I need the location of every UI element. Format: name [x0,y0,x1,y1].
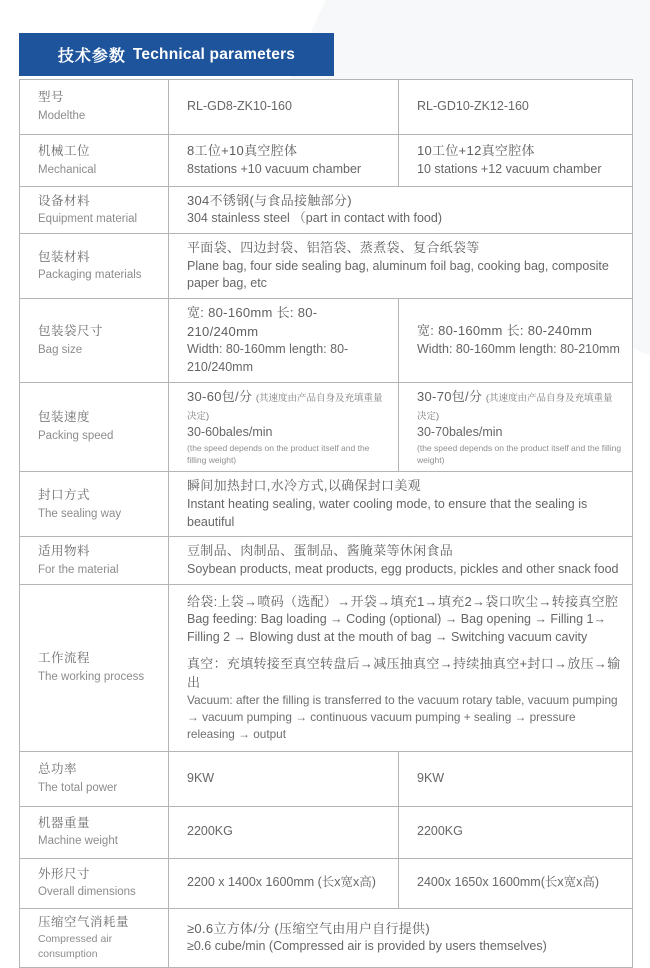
row-label-cn: 包装速度 [38,410,91,425]
row-label-en: Machine weight [38,835,118,848]
table-row-compressed-air [20,908,633,968]
table-row-for-the-material [20,537,633,584]
cell-machine-weight-col2 [399,806,633,858]
cell-packing-speed-col1 [169,382,399,472]
cell-value-cn: 豆制品、肉制品、蛋制品、酱腌菜等休闲食品 [187,543,454,559]
cell-value-cn: 瞬间加热封口,水冷方式,以确保封口美观 [187,478,421,494]
row-label-machine-weight [20,806,169,858]
working-process-vacuum [187,655,622,742]
speed-note-cn: (其速度由产品自身及充填重量决定) [187,392,383,423]
cell-value-en: 8stations +10 vacuum chamber [187,161,362,176]
cell-value-en: Width: 80-160mm length: 80-210mm [417,341,620,356]
cell-value: 2200KG [417,824,463,839]
cell-machine-weight-col1 [169,806,399,858]
cell-value-en: Soybean products, meat products, egg products, pickles and other snack food [187,561,619,576]
cell-value: 2200 x 1400x 1600mm (长x宽x高) [187,875,376,890]
process-vacuum-cn: 真空：充填转接至真空转盘后→减压抽真空→持续抽真空+封口→放压→输出 [187,656,621,690]
table-row-equipment-material [20,187,633,234]
row-label-en: Packaging materials [38,269,142,282]
row-label-en: The sealing way [38,507,122,520]
row-label-en: Equipment material [38,213,138,226]
row-label-en: The working process [38,670,145,683]
table-row-packaging-materials [20,234,633,299]
speed-value-en: 30-70bales/min [417,425,503,440]
cell-value: 2200KG [187,824,233,839]
row-label-cn: 压缩空气消耗量 [38,914,130,929]
cell-value: 2400x 1650x 1600mm(长x宽x高) [417,875,600,890]
cell-packing-speed-col2 [399,382,633,472]
cell-value: 9KW [417,770,445,785]
cell-compressed-air [169,908,633,968]
row-label-overall-dimensions [20,858,169,908]
speed-line-main [187,388,388,425]
table-row-sealing-way [20,472,633,537]
speed-line-main [417,388,622,425]
cell-mechanical-col1 [169,135,399,187]
cell-bag-size-col1 [169,299,399,382]
row-label-en: Packing speed [38,430,114,443]
row-label-cn: 包装袋尺寸 [38,323,104,338]
process-bag-cn: 给袋:上袋→喷码（选配）→开袋→填充1→填充2→袋口吹尘→转接真空腔 [187,593,619,609]
section-title-en: Technical parameters [132,45,296,63]
row-label-cn: 设备材料 [38,193,91,208]
cell-for-the-material [169,537,633,584]
row-label-mechanical [20,135,169,187]
cell-dimensions-col2 [399,858,633,908]
working-process-bag-feeding [187,593,622,647]
cell-value-cn: 宽: 80-160mm 长: 80-240mm [417,323,593,339]
row-label-for-the-material [20,537,169,584]
cell-sealing-way [169,472,633,537]
speed-value-cn: 30-60包/分 [187,388,253,404]
table-row-packing-speed [20,382,633,472]
cell-value-cn: 8工位+10真空腔体 [187,143,298,159]
process-vacuum-en: Vacuum: after the filling is transferred to the vacuum rotary table, vacuum pumping → vacuum pumping → continuous vacuum pumping + sealing → pressure releasing → output [187,693,618,741]
cell-value-cn: ≥0.6立方体/分 (压缩空气由用户自行提供) [187,920,430,936]
row-label-model [20,80,169,135]
table-row-bag-size [20,299,633,382]
row-label-en: Mechanical [38,163,97,176]
row-label-en: The total power [38,781,118,794]
speed-note-cn: (其速度由产品自身及充填重量决定) [417,392,613,423]
cell-total-power-col1 [169,751,399,806]
table-row-mechanical [20,135,633,187]
process-bag-en: Bag feeding: Bag loading → Coding (optional) → Bag opening → Filling 1→ Filling 2 → Blowing dust at the mouth of bag → Switching vacuum cavity [187,611,607,644]
row-label-cn: 型号 [38,90,65,105]
cell-value-en: Width: 80-160mm length: 80-210/240mm [187,342,349,374]
row-label-en: Modelthe [38,110,86,123]
row-label-packaging-materials [20,234,169,299]
row-label-cn: 总功率 [38,762,78,777]
cell-value: RL-GD10-ZK12-160 [417,99,529,114]
row-label-packing-speed [20,382,169,472]
cell-mechanical-col2 [399,135,633,187]
row-label-en: Bag size [38,343,83,356]
speed-note-en: (the speed depends on the product itself and the filling weight) [187,443,370,466]
cell-value-cn: 10工位+12真空腔体 [417,143,535,159]
cell-packaging-materials [169,234,633,299]
cell-equipment-material [169,187,633,234]
speed-note-en: (the speed depends on the product itself and the filling weight) [417,443,622,466]
row-label-cn: 工作流程 [38,651,91,666]
cell-bag-size-col2 [399,299,633,382]
row-label-cn: 适用物料 [38,543,91,558]
table-row-working-process [20,584,633,751]
row-label-working-process [20,584,169,751]
row-label-cn: 外形尺寸 [38,866,91,881]
row-label-total-power [20,751,169,806]
row-label-en: Overall dimensions [38,886,136,899]
cell-value-en: ≥0.6 cube/min (Compressed air is provided by users themselves) [187,939,547,954]
cell-value-en: 304 stainless steel （part in contact with food) [187,211,442,226]
cell-value-en: 10 stations +12 vacuum chamber [417,161,602,176]
row-label-en: For the material [38,563,119,576]
row-label-cn: 封口方式 [38,487,91,502]
cell-value-cn: 宽: 80-160mm 长: 80-210/240mm [187,305,318,339]
cell-value: RL-GD8-ZK10-160 [187,99,292,114]
cell-dimensions-col1 [169,858,399,908]
row-label-cn: 机器重量 [38,815,91,830]
cell-value-cn: 304不锈钢(与食品接触部分) [187,193,352,208]
technical-parameters-table [19,79,633,968]
row-label-sealing-way [20,472,169,537]
section-title-band [19,33,334,76]
cell-model-col2 [399,80,633,135]
row-label-bag-size [20,299,169,382]
cell-value: 9KW [187,770,215,785]
row-label-compressed-air [20,908,169,968]
row-label-cn: 包装材料 [38,249,91,264]
cell-model-col1 [169,80,399,135]
speed-value-cn: 30-70包/分 [417,388,483,404]
cell-total-power-col2 [399,751,633,806]
cell-value-cn: 平面袋、四边封袋、铝箔袋、蒸煮袋、复合纸袋等 [187,240,480,256]
table-row-machine-weight [20,806,633,858]
cell-working-process [169,584,633,751]
table-row-model [20,80,633,135]
cell-value-en: Instant heating sealing, water cooling mode, to ensure that the sealing is beautiful [187,496,588,529]
section-title-cn: 技术参数 [57,48,126,65]
cell-value-en: Plane bag, four side sealing bag, aluminum foil bag, cooking bag, composite paper bag, etc [187,258,609,291]
row-label-equipment-material [20,187,169,234]
table-row-total-power [20,751,633,806]
speed-value-en: 30-60bales/min [187,425,273,440]
table-row-overall-dimensions [20,858,633,908]
row-label-en: Compressed air consumption [38,933,113,961]
row-label-cn: 机械工位 [38,143,91,158]
